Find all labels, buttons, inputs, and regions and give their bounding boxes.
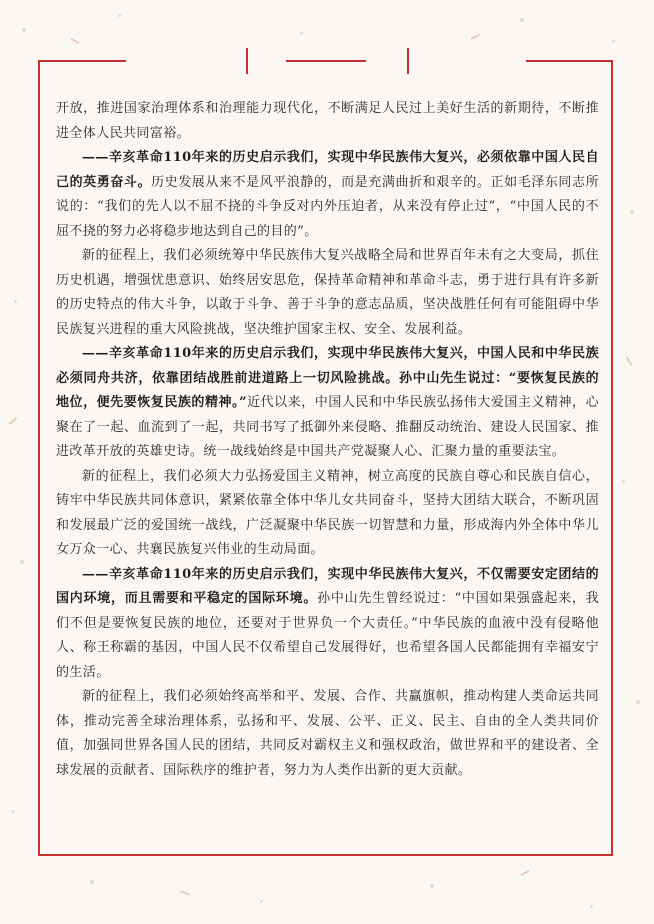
article-body — [56, 97, 599, 783]
frame-notch-right — [407, 48, 409, 74]
paragraph-text: 近代以来，中国人民和中华民族弘扬伟大爱国主义精神，心聚在了一起、血流到了一起，共同书写了抵御外来侵略、推翻反动统治、建设人民国家、推进改革开放的英雄史诗。统一战线始终是中国共产党凝聚人心、汇聚力量的重要法宝。 — [56, 395, 599, 459]
paragraph-text: 开放，推进国家治理体系和治理能力现代化，不断满足人民过上美好生活的新期待，不断推进全体人民共同富裕。 — [56, 101, 599, 141]
paragraph-text: 历史发展从来不是风平浪静的，而是充满曲折和艰辛的。正如毛泽东同志所说的：“我们的先人以不屈不挠的斗争反对内外压迫者，从来没有停止过”，“中国人民的不屈不挠的努力必将稳步地达到自己的目的”。 — [56, 174, 599, 239]
paragraph — [56, 563, 599, 686]
frame-gap-left — [126, 60, 286, 74]
paragraph — [56, 465, 599, 563]
paragraph-lead: ——辛亥革命110年来的历史启示我们，实现中华民族伟大复兴，必须依靠中国人民自己的英勇奋斗。 — [56, 150, 599, 190]
paragraph-text: 新的征程上，我们必须统筹中华民族伟大复兴战略全局和世界百年未有之大变局，抓住历史机遇，增强忧患意识、始终居安思危，保持革命精神和革命斗志，勇于进行具有许多新的历史特点的伟大斗争，以敢于斗争、善于斗争的意志品质，坚决战胜任何有可能阻碍中华民族复兴进程的重大风险挑战，坚决维护国家主权、安全、发展利益。 — [56, 248, 599, 337]
paragraph — [56, 97, 599, 146]
paragraph-text: 孙中山先生曾经说过：“中国如果强盛起来，我们不但是要恢复民族的地位，还要对于世界负一个大责任。”中华民族的血液中没有侵略他人、称王称霸的基因，中国人民不仅希望自己发展得好，也希望各国人民都能拥有幸福安宁的生活。 — [56, 591, 599, 680]
paragraph-lead: ——辛亥革命110年来的历史启示我们，实现中华民族伟大复兴，不仅需要安定团结的国内环境，而且需要和平稳定的国际环境。 — [56, 566, 599, 606]
paragraph-lead: ——辛亥革命110年来的历史启示我们，实现中华民族伟大复兴，中国人民和中华民族必须同舟共济，依靠团结战胜前进道路上一切风险挑战。孙中山先生说过：“要恢复民族的地位，便先要恢复民族的精神。” — [56, 346, 599, 410]
frame-gap-right — [366, 60, 526, 74]
paragraph — [56, 244, 599, 342]
frame-notch-left — [246, 48, 248, 74]
paragraph-text: 新的征程上，我们必须大力弘扬爱国主义精神，树立高度的民族自尊心和民族自信心，铸牢中华民族共同体意识，紧紧依靠全体中华儿女共同奋斗，坚持大团结大联合，不断巩固和发展最广泛的爱国统一战线，广泛凝聚中华民族一切智慧和力量，形成海内外全体中华儿女万众一心、共襄民族复兴伟业的生动局面。 — [56, 468, 599, 557]
paragraph — [56, 146, 599, 244]
paragraph — [56, 685, 599, 783]
paragraph-text: 新的征程上，我们必须始终高举和平、发展、合作、共赢旗帜，推动构建人类命运共同体，推动完善全球治理体系，弘扬和平、发展、公平、正义、民主、自由的全人类共同价值，加强同世界各国人民的团结，共同反对霸权主义和强权政治，做世界和平的建设者、全球发展的贡献者、国际秩序的维护者，努力为人类作出新的更大贡献。 — [56, 689, 599, 778]
paragraph — [56, 342, 599, 465]
